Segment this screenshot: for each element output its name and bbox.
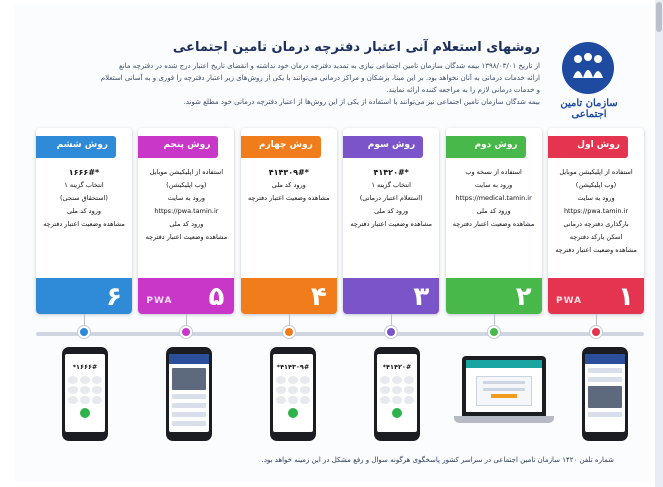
- method-step: اسکن بارکد دفترچه: [569, 233, 623, 241]
- method-step: بارگذاری دفترچه درمانی: [563, 220, 629, 228]
- dial-code: *۱۶۶۶#: [72, 363, 98, 371]
- method-step: *۴۱۴۲۰#: [373, 168, 409, 177]
- timeline-dot: [385, 326, 397, 338]
- method-number: ۳: [413, 282, 430, 312]
- method-step: ورود به سایت: [167, 194, 206, 202]
- method-step: (استعلام اعتبار درمانی): [359, 194, 423, 202]
- method-step: مشاهده وضعیت اعتبار دفترچه: [247, 194, 330, 202]
- phone-screen: [65, 354, 105, 432]
- method-step: *۱۶۶۶#: [68, 168, 100, 177]
- timeline-dot: [488, 326, 500, 338]
- method-title: روش دوم: [446, 136, 526, 158]
- laptop-base: [454, 416, 554, 423]
- barcode-scan-image: [588, 386, 622, 408]
- method-step: مشاهده وضعیت اعتبار دفترچه: [145, 233, 228, 241]
- phone-frame: [270, 347, 316, 441]
- keypad: [273, 376, 313, 404]
- method-steps: [450, 168, 538, 233]
- method-step: https://medical.tamin.ir: [455, 194, 532, 202]
- method-title: روش اول: [548, 136, 628, 158]
- method-title: روش پنجم: [138, 136, 218, 158]
- method-step: مشاهده وضعیت اعتبار دفترچه: [452, 220, 535, 228]
- method-step: انتخاب گزینه ۱: [64, 181, 104, 189]
- dial-code: *۴۱۴۳۰۹#: [276, 363, 310, 371]
- method-number-block: [343, 278, 439, 314]
- footer-note: شماره تلفن ۱۴۲۰ سازمان تامین اجتماعی در سراسر کشور پاسخگوی هرگونه سوال و رفع مشکل در این زمینه خواهد بود.: [261, 456, 614, 464]
- device-dial-phone: [62, 347, 108, 441]
- scrollbar[interactable]: [655, 0, 663, 487]
- method-step: ورود کد ملی: [66, 207, 101, 215]
- method-step: (وب اپلیکیشن): [575, 181, 617, 189]
- keypad: [377, 376, 417, 404]
- method-title: روش ششم: [36, 136, 116, 158]
- device-dial-phone: [270, 347, 316, 441]
- method-step: ورود به سایت: [474, 181, 513, 189]
- app-screen: [169, 354, 209, 432]
- pwa-logo: PWA: [556, 296, 583, 306]
- phone-frame: [582, 347, 628, 441]
- device-app-phone: [582, 347, 628, 441]
- pwa-logo: PWA: [146, 296, 173, 306]
- intro-line: بیمه شدگان سازمان تامین اجتماعی نیز می‌توانند با استفاده از یکی از این روش‌ها از اعتبار دفترچه درمانی خود مطلع شوند.: [183, 98, 540, 106]
- keypad: [65, 376, 105, 404]
- method-step: (استحقاق سنجی): [60, 194, 108, 202]
- method-step: استفاده از نسخه وب: [465, 168, 522, 176]
- method-number-block: [36, 278, 132, 314]
- method-steps: [552, 168, 640, 259]
- infographic-poster: [14, 4, 652, 482]
- phone-frame: [374, 347, 420, 441]
- timeline-dot: [590, 326, 602, 338]
- device-laptop: [462, 356, 554, 423]
- method-number: ۱: [618, 282, 634, 312]
- method-step: مشاهده وضعیت اعتبار دفترچه: [555, 246, 637, 254]
- method-number-block: [548, 278, 644, 314]
- timeline-dot: [180, 326, 192, 338]
- method-step: ورود به سایت: [577, 194, 615, 202]
- method-title: روش سوم: [343, 136, 423, 158]
- method-step: https://pwa.tamin.ir: [563, 207, 629, 215]
- method-steps: [40, 168, 128, 233]
- intro-line: و خدمات درمانی لازم را به مراجعه کننده ارائه نمایند.: [386, 86, 540, 94]
- method-title: روش چهارم: [241, 136, 321, 158]
- intro-line: از تاریخ ۱۳۹۸/۰۳/۰۱ بیمه شدگان سازمان تامین اجتماعی نیازی به تمدید دفترچه درمان خود نداشته و انقضای تاریخ اعتبار درج شده در دفترچه مانع: [118, 62, 540, 70]
- method-step: ورود کد ملی: [169, 220, 204, 228]
- method-step: مشاهده وضعیت اعتبار دفترچه: [350, 220, 432, 228]
- method-steps: [347, 168, 435, 233]
- method-step: ورود کد ملی: [374, 207, 409, 215]
- app-banner-image: [172, 368, 206, 390]
- method-number-block: [446, 278, 542, 314]
- timeline-bar: [36, 332, 644, 336]
- timeline-dot: [78, 326, 90, 338]
- method-cards: [36, 128, 644, 314]
- intro-line: ارائه خدمات درمانی به آنان نخواهد بود. بر این مبنا، پزشکان و مراکز درمانی می‌توانند با یکی از روش‌های زیر اعتبار دفترچه را فوری و به آسانی استعلام: [100, 74, 540, 82]
- phone-frame: [166, 347, 212, 441]
- method-number: ۴: [310, 282, 327, 312]
- method-number: ۲: [515, 282, 532, 312]
- method-card: [138, 128, 234, 314]
- method-number-block: [138, 278, 234, 314]
- app-screen: [585, 354, 625, 432]
- method-step: (وب اپلیکیشن): [166, 181, 207, 189]
- phone-screen: [273, 354, 313, 432]
- method-number-block: [241, 278, 337, 314]
- call-icon: [288, 408, 298, 418]
- method-step: مشاهده وضعیت اعتبار دفترچه: [43, 220, 125, 228]
- method-card: [241, 128, 337, 314]
- method-steps: [142, 168, 230, 246]
- phone-frame: [62, 347, 108, 441]
- tamin-logo: [548, 40, 630, 120]
- timeline-dot: [283, 326, 295, 338]
- method-step: https://pwa.tamin.ir: [154, 207, 219, 215]
- page-title: روشهای استعلام آنی اعتبار دفترچه درمان تامین اجتماعی: [172, 40, 540, 55]
- web-page: [466, 360, 542, 412]
- call-icon: [80, 408, 90, 418]
- logo-text: سازمان تامین اجتماعی: [560, 98, 618, 120]
- phone-screen: [377, 354, 417, 432]
- logo-people-icon: [570, 52, 606, 82]
- method-card: [548, 128, 644, 314]
- method-step: *۴۱۴۳۰۹#: [268, 168, 309, 177]
- device-dial-phone: [374, 347, 420, 441]
- device-app-phone: [166, 347, 212, 441]
- scrollbar-thumb[interactable]: [656, 2, 662, 32]
- method-card: [343, 128, 439, 314]
- dial-code: *۴۱۴۲۰#: [382, 363, 412, 371]
- method-number: ۶: [106, 282, 122, 312]
- method-card: [36, 128, 132, 314]
- method-step: استفاده از اپلیکیشن موبایل: [559, 168, 633, 176]
- method-number: ۵: [208, 282, 225, 312]
- intro-paragraph: [70, 60, 540, 108]
- method-step: ورود کد ملی: [271, 181, 306, 189]
- method-step: انتخاب گزینه ۱: [371, 181, 411, 189]
- method-step: استفاده از اپلیکیشن موبایل: [149, 168, 224, 176]
- method-steps: [245, 168, 333, 207]
- call-icon: [392, 408, 402, 418]
- method-step: ورود کد ملی: [476, 207, 511, 215]
- login-box: [476, 376, 532, 406]
- laptop-screen: [462, 356, 546, 416]
- method-card: [446, 128, 542, 314]
